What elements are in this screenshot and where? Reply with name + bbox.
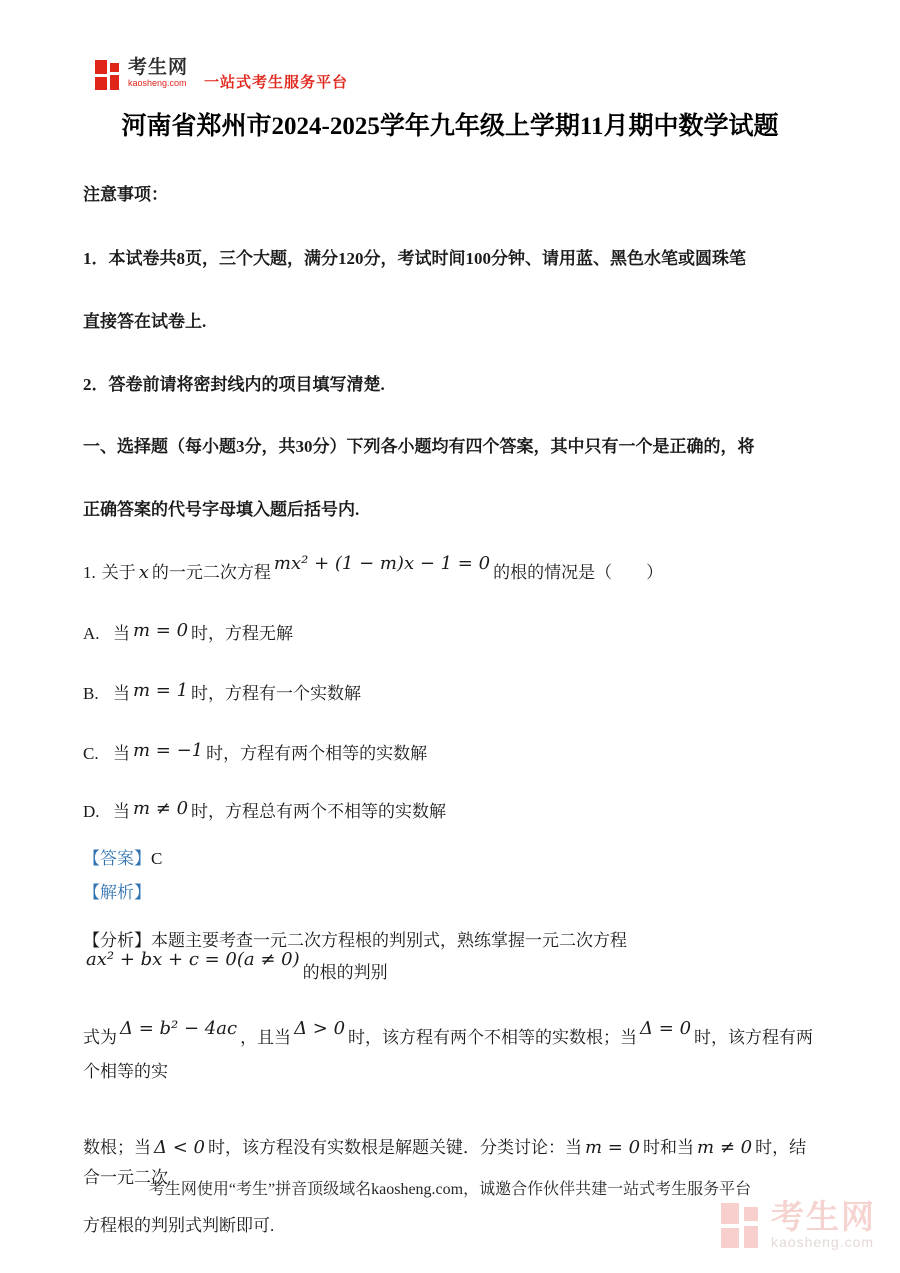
kaosheng-watermark xyxy=(721,1200,876,1252)
analysis-3-text-1: 数根；当 xyxy=(83,1138,151,1157)
analysis-line-1 xyxy=(83,925,817,989)
section-1-heading-line-1: 一、选择题（每小题3分，共30分）下列各小题均有四个答案，其中只有一个是正确的，将 xyxy=(83,437,755,456)
notice-item-1-line-2: 直接答在试卷上. xyxy=(83,312,207,331)
footer-slogan: 考生网使用“考生”拼音顶级域名kaosheng.com，诚邀合作伙伴共建一站式考生服务平台 xyxy=(148,1181,752,1198)
question-1-text-2: 的一元二次方程 xyxy=(151,563,271,582)
analysis-heading: 【解析】 xyxy=(83,883,151,902)
question-1-var-x: x xyxy=(138,562,149,583)
option-d-text-2: 时，方程总有两个不相等的实数解 xyxy=(191,802,447,821)
brand-domain: kaosheng.com xyxy=(128,78,187,88)
question-1-stem xyxy=(83,553,817,589)
document-body xyxy=(0,180,900,1241)
analysis-2-math-3: Δ = 0 xyxy=(640,1018,692,1039)
notice-heading: 注意事项： xyxy=(83,185,168,204)
question-1-option-a xyxy=(83,619,817,649)
watermark-brand-domain: kaosheng.com xyxy=(771,1234,875,1250)
option-b-text-2: 时，方程有一个实数解 xyxy=(191,684,362,703)
option-b-label: B. xyxy=(83,684,99,703)
option-d-text-1: 当 xyxy=(113,802,130,821)
analysis-3-text-4: 时，结合一元二次 xyxy=(83,1138,807,1187)
notice-item-2: 2．答卷前请将密封线内的项目填写清楚. xyxy=(83,375,385,394)
option-b-text-1: 当 xyxy=(113,684,130,703)
analysis-line-2 xyxy=(83,1018,817,1089)
question-1-text-1: 关于 xyxy=(101,563,136,582)
option-c-label: C. xyxy=(83,744,99,763)
question-1-option-c xyxy=(83,739,817,769)
analysis-1-text-2: 的根的判别 xyxy=(302,963,388,982)
question-1-option-d xyxy=(83,797,817,827)
notice-item-1-line-1: 1．本试卷共8页，三个大题，满分120分，考试时间100分钟、请用蓝、黑色水笔或圆珠笔 xyxy=(83,249,746,268)
kaosheng-watermark-icon xyxy=(721,1200,765,1252)
analysis-2-math-1: Δ = b² − 4ac xyxy=(120,1018,238,1039)
question-1-text-3: 的根的情况是（ ） xyxy=(493,563,664,582)
brand-name: 考生网 xyxy=(128,57,189,78)
analysis-3-text-3: 时和当 xyxy=(643,1138,695,1157)
analysis-heading-line xyxy=(83,879,817,907)
option-d-label: D. xyxy=(83,802,100,821)
analysis-1-equation: ax² + bx + c = 0(a ≠ 0) xyxy=(86,949,300,970)
brand-tagline: 一站式考生服务平台 xyxy=(204,74,349,91)
analysis-2-text-1: 式为 xyxy=(83,1028,117,1047)
option-c-text-1: 当 xyxy=(113,744,130,763)
analysis-3-text-2: 时，该方程没有实数根是解题关键．分类讨论：当 xyxy=(207,1138,582,1157)
question-1-equation: mx² + (1 − m)x − 1 = 0 xyxy=(273,553,491,574)
option-b-math: m = 1 xyxy=(133,680,189,701)
answer-label: 【答案】 xyxy=(83,849,151,868)
analysis-1-text-1: 【分析】本题主要考查一元二次方程根的判别式，熟练掌握一元二次方程 xyxy=(83,931,627,950)
option-a-text-1: 当 xyxy=(113,624,130,643)
analysis-2-text-2: ，且当 xyxy=(240,1028,292,1047)
answer-value: C xyxy=(151,849,163,868)
option-c-text-2: 时，方程有两个相等的实数解 xyxy=(206,744,428,763)
analysis-3-math-3: m ≠ 0 xyxy=(697,1137,753,1158)
section-1-heading-line-2: 正确答案的代号字母填入题后括号内. xyxy=(83,500,360,519)
analysis-3-math-2: m = 0 xyxy=(584,1137,641,1158)
analysis-3-math-1: Δ < 0 xyxy=(154,1137,205,1158)
option-d-math: m ≠ 0 xyxy=(133,798,189,819)
analysis-2-text-4: 时，该方程有两个相等的实 xyxy=(83,1028,814,1081)
question-1-number: 1. xyxy=(83,563,96,582)
answer-line xyxy=(83,845,817,873)
option-c-math: m = −1 xyxy=(133,740,204,761)
analysis-line-4: 方程根的判别式判断即可. xyxy=(83,1216,275,1235)
option-a-math: m = 0 xyxy=(133,620,189,641)
kaosheng-brand-header xyxy=(95,58,348,92)
option-a-label: A. xyxy=(83,624,100,643)
kaosheng-logo-icon xyxy=(95,58,123,92)
question-1-option-b xyxy=(83,679,817,709)
option-a-text-2: 时，方程无解 xyxy=(191,624,294,643)
exam-title: 河南省郑州市2024-2025学年九年级上学期11月期中数学试题 xyxy=(121,113,779,140)
watermark-text-block xyxy=(771,1200,876,1250)
analysis-2-math-2: Δ > 0 xyxy=(294,1018,346,1039)
analysis-2-text-3: 时，该方程有两个不相等的实数根；当 xyxy=(348,1028,638,1047)
watermark-brand-name: 考生网 xyxy=(771,1198,876,1235)
brand-text-block xyxy=(128,58,188,88)
